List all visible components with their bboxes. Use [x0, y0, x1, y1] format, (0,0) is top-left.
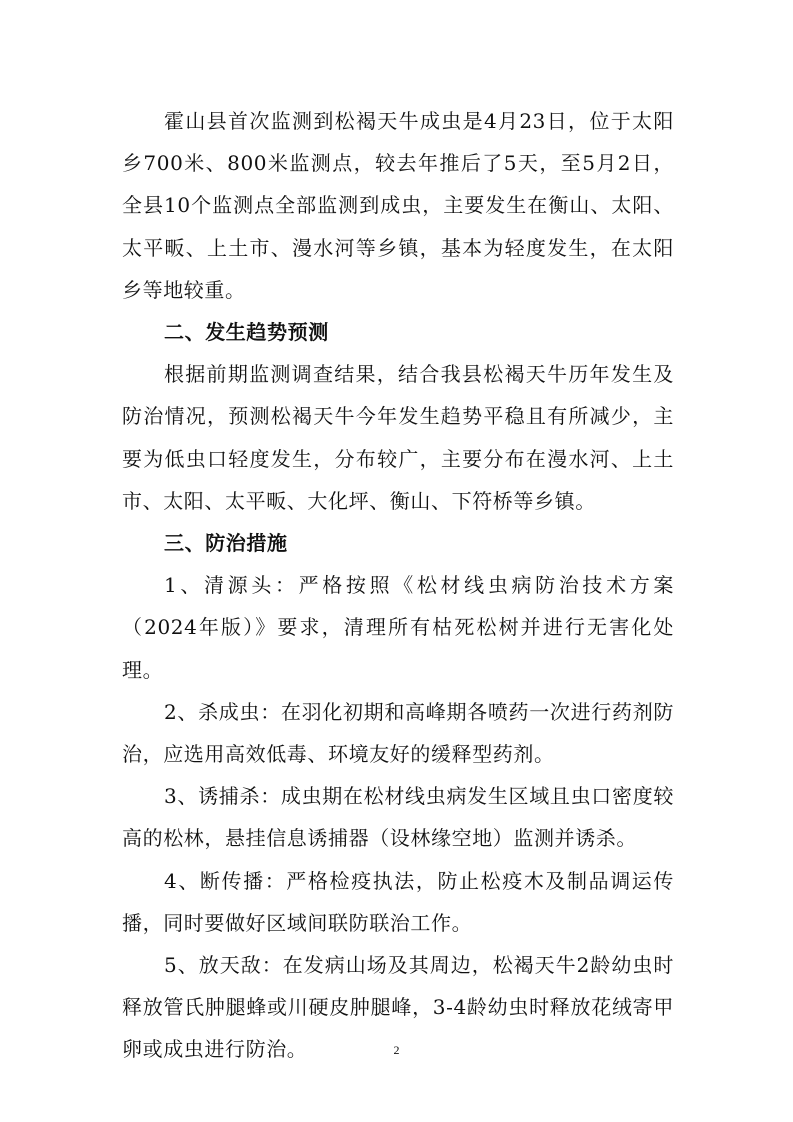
paragraph-measure-5: 5、放天敌：在发病山场及其周边，松褐天牛2龄幼虫时释放管氏肿腿蜂或川硬皮肿腿峰，3-4龄幼虫时释放花绒寄甲卵或成虫进行防治。 [122, 953, 674, 1062]
paragraph-measure-2: 2、杀成虫：在羽化初期和高峰期各喷药一次进行药剂防治，应选用高效低毒、环境友好的缓释型药剂。 [122, 699, 674, 767]
paragraph-forecast: 根据前期监测调查结果，结合我县松褐天牛历年发生及防治情况，预测松褐天牛今年发生趋势平稳且有所减少，主要为低虫口轻度发生，分布较广，主要分布在漫水河、上土市、太阳、太平畈、大化坪、衡山、下符桥等乡镇。 [122, 362, 674, 513]
paragraph-measure-4: 4、断传播：严格检疫执法，防止松疫木及制品调运传播，同时要做好区域间联防联治工作。 [122, 868, 674, 935]
paragraph-measure-3: 3、诱捕杀：成虫期在松材线虫病发生区域且虫口密度较高的松林，悬挂信息诱捕器（设林缘空地）监测并诱杀。 [122, 784, 674, 851]
page-number: 2 [393, 1043, 400, 1057]
paragraph-measure-1: 1、清源头：严格按照《松材线虫病防治技术方案（2024年版）》要求，清理所有枯死松树并进行无害化处理。 [122, 573, 674, 682]
heading-control-measures: 三、防治措施 [164, 531, 288, 556]
paragraph-first-detection: 霍山县首次监测到松褐天牛成虫是4月23日，位于太阳乡700米、800米监测点，较去年推后了5天，至5月2日，全县10个监测点全部监测到成虫，主要发生在衡山、太阳、太平畈、上土市、漫水河等乡镇，基本为轻度发生，在太阳乡等地较重。 [122, 109, 674, 302]
document-body [122, 100, 674, 1071]
heading-trend-forecast: 二、发生趋势预测 [164, 320, 329, 345]
